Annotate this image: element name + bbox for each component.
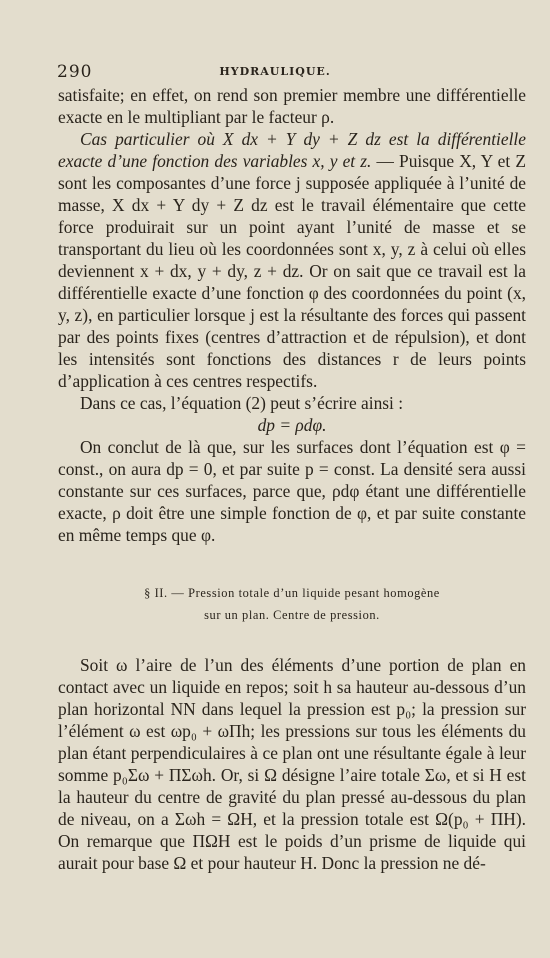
running-title: HYDRAULIQUE. — [219, 65, 331, 78]
body-text — [58, 84, 526, 874]
section-heading — [58, 582, 526, 626]
page-header — [0, 62, 550, 84]
section-heading-line: § II. — Pression totale d’un liquide pesant homogène — [144, 586, 440, 600]
paragraph: Soit ω l’aire de l’un des éléments d’une portion de plan en contact avec un liquide en repos; soit h sa hauteur au-dessous d’un plan horizontal NN dans lequel la pression est p₀; la pression sur l’élément ω est ωp₀ + ωΠh; les pressions sur tous les éléments du plan étant perpendiculaires à ce plan ont une résultante égale à leur somme p₀Σω + ΠΣωh. Or, si Ω désigne l’aire totale Σω, et si H est la hauteur du centre de gravité du plan pressé au-dessous du plan de niveau, on a Σωh = ΩH, et la pression totale est Ω(p₀ + ΠH). On remarque que ΠΩH est le poids d’un prisme de liquide qui aurait pour base Ω et pour hauteur H. Donc la pression ne dé- — [58, 655, 526, 873]
paragraph-special-case — [58, 128, 526, 392]
page-number: 290 — [57, 62, 93, 82]
paragraph-text: — Puisque X, Y et Z sont les composantes d’une force j supposée appliquée à l’unité de masse, X dx + Y dy + Z dz est le travail élémentaire que cette force produirait sur un point ayant l’unité de masse et se transportant du lieu où les coordonnées sont x, y, z à celui où elles deviennent x + dx, y + dy, z + dz. Or on sait que ce travail est la différentielle exacte d’une fonction φ des coordonnées du point (x, y, z), en particulier lorsque j est la résultante des forces qui passent par des points fixes (centres d’attraction et de répulsion), et dont les intensités sont fonctions des distances r de leurs points d’application à ces centres respectifs. — [58, 151, 526, 391]
paragraph: On conclut de là que, sur les surfaces dont l’équation est φ = const., on aura dp = 0, et par suite p = const. La densité sera aussi constante sur ces surfaces, parce que, ρdφ étant une différentielle exacte, ρ doit être une simple fonction de φ, et par suite constante en même temps que φ. — [58, 437, 526, 545]
italic-heading: Cas particulier où X dx + Y dy + Z dz est la différentielle exacte d’une fonction des variables x, y et z. — [58, 129, 526, 171]
equation: dp = ρdφ. — [257, 415, 327, 435]
section-heading-line: sur un plan. Centre de pression. — [204, 608, 380, 622]
paragraph: satisfaite; en effet, on rend son premier membre une différentielle exacte en le multipliant par le facteur ρ. — [58, 85, 526, 127]
paragraph: Dans ce cas, l’équation (2) peut s’écrire ainsi : — [80, 393, 404, 413]
